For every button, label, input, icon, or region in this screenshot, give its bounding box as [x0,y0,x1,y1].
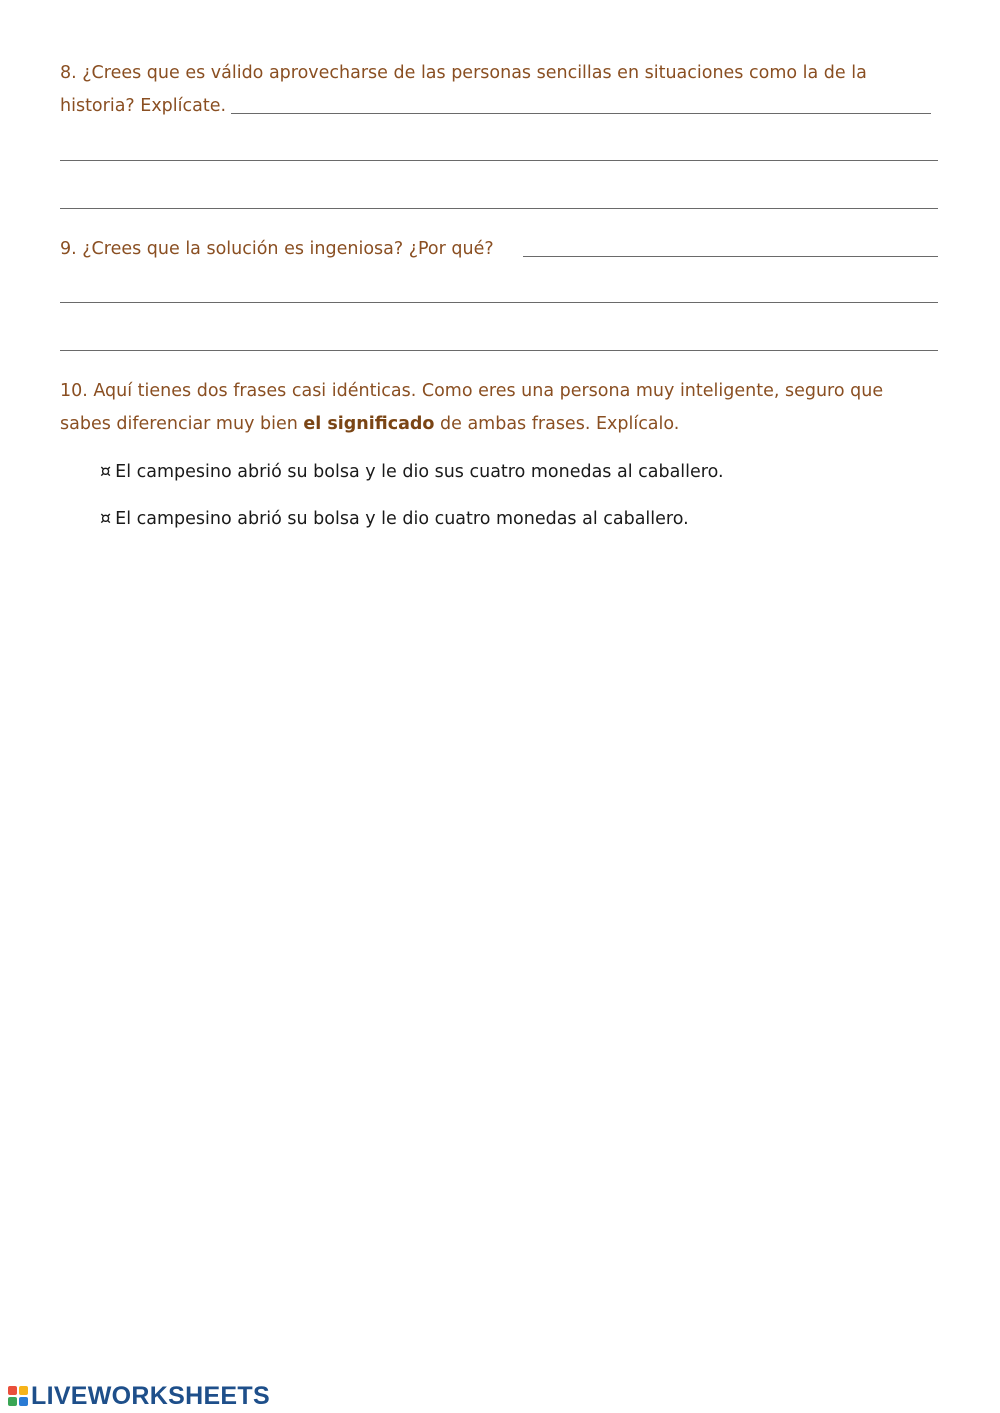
question-10-line-1: 10. Aquí tienes dos frases casi idénticas. Como eres una persona muy inteligente, seguro que [60,381,884,401]
answer-line-q8-3[interactable] [60,208,938,209]
answer-line-q8-2[interactable] [60,160,938,161]
question-10-emphasis: el significado [303,414,435,434]
question-10-text-after: de ambas frases. Explícalo. [434,414,680,434]
answer-line-q8-inline[interactable] [231,113,931,114]
logo-square [19,1386,28,1395]
logo-square [8,1397,17,1406]
question-10-text-before: sabes diferenciar muy bien [60,414,304,434]
answer-line-q9-3[interactable] [60,350,938,351]
question-8-line-1: 8. ¿Crees que es válido aprovecharse de las personas sencillas en situaciones como la de la [60,63,867,83]
logo-text: LIVEWORKSHEETS [31,1381,270,1410]
sentence-text: El campesino abrió su bolsa y le dio cuatro monedas al caballero. [115,509,689,529]
liveworksheets-logo [8,1382,270,1410]
question-9: 9. ¿Crees que la solución es ingeniosa? ¿Por qué? [60,239,494,259]
logo-square [19,1397,28,1406]
logo-square [8,1386,17,1395]
sentence-text: El campesino abrió su bolsa y le dio sus cuatro monedas al caballero. [115,462,724,482]
question-8-line-2: historia? Explícate. [60,96,227,116]
question-10-line-2 [60,413,679,435]
answer-line-q9-inline[interactable] [523,256,938,257]
liveworksheets-logo-icon [8,1386,28,1406]
bullet-icon: ¤ [100,509,112,529]
answer-line-q9-2[interactable] [60,302,938,303]
bullet-icon: ¤ [100,462,112,482]
sentence-item [100,461,724,483]
sentence-item [100,508,689,530]
